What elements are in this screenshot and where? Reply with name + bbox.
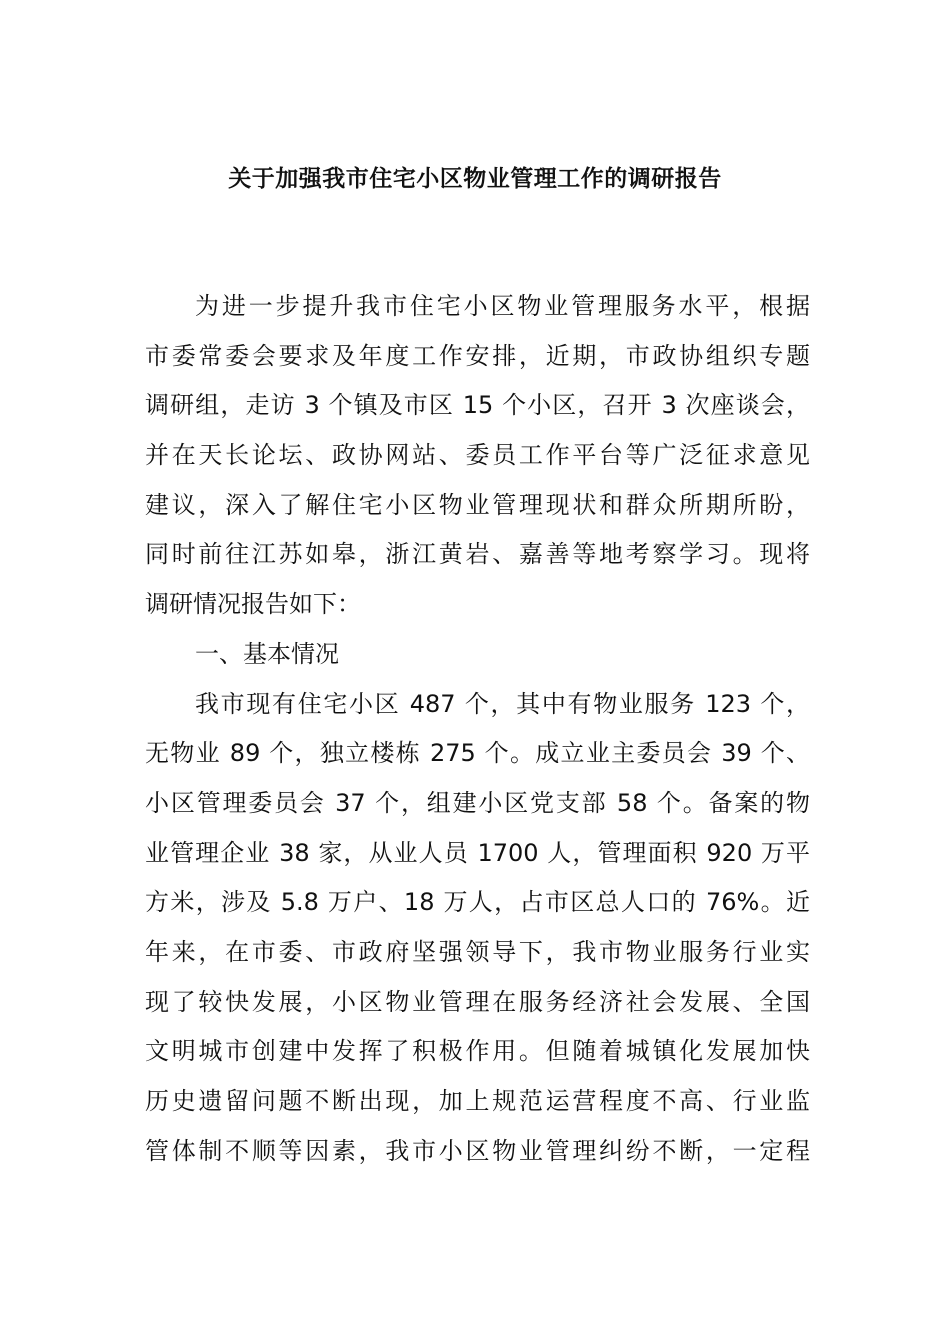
paragraph-line: 历史遗留问题不断出现，加上规范运营程度不高、行业监 xyxy=(145,1087,810,1115)
paragraph-line: 文明城市创建中发挥了积极作用。但随着城镇化发展加快 xyxy=(145,1037,810,1066)
paragraph-line: 方米，涉及 5.8 万户、18 万人，占市区总人口的 76%。近 xyxy=(145,888,810,917)
document-title: 关于加强我市住宅小区物业管理工作的调研报告 xyxy=(228,166,722,192)
paragraph-line: 管体制不顺等因素，我市小区物业管理纠纷不断，一定程 xyxy=(145,1136,810,1165)
section-heading: 一、基本情况 xyxy=(195,639,339,668)
paragraph-line: 市委常委会要求及年度工作安排，近期，市政协组织专题 xyxy=(145,341,810,370)
paragraph-line: 建议，深入了解住宅小区物业管理现状和群众所期所盼， xyxy=(145,490,810,519)
paragraph-line: 调研情况报告如下： xyxy=(145,590,361,619)
document-body xyxy=(145,282,810,1176)
paragraph-line: 同时前往江苏如皋，浙江黄岩、嘉善等地考察学习。现将 xyxy=(145,540,810,569)
paragraph-line: 业管理企业 38 家，从业人员 1700 人，管理面积 920 万平 xyxy=(145,838,810,867)
paragraph-line: 并在天长论坛、政协网站、委员工作平台等广泛征求意见 xyxy=(145,441,810,470)
paragraph-line: 无物业 89 个，独立楼栋 275 个。成立业主委员会 39 个、 xyxy=(145,739,810,768)
paragraph-line: 为进一步提升我市住宅小区物业管理服务水平，根据 xyxy=(195,292,810,320)
paragraph-line: 小区管理委员会 37 个，组建小区党支部 58 个。备案的物 xyxy=(145,788,810,817)
paragraph-line: 年来，在市委、市政府坚强领导下，我市物业服务行业实 xyxy=(145,937,810,966)
paragraph-line: 现了较快发展，小区物业管理在服务经济社会发展、全国 xyxy=(145,987,810,1016)
paragraph-line: 我市现有住宅小区 487 个，其中有物业服务 123 个， xyxy=(195,689,810,718)
paragraph-line: 调研组，走访 3 个镇及市区 15 个小区，召开 3 次座谈会， xyxy=(145,391,810,420)
